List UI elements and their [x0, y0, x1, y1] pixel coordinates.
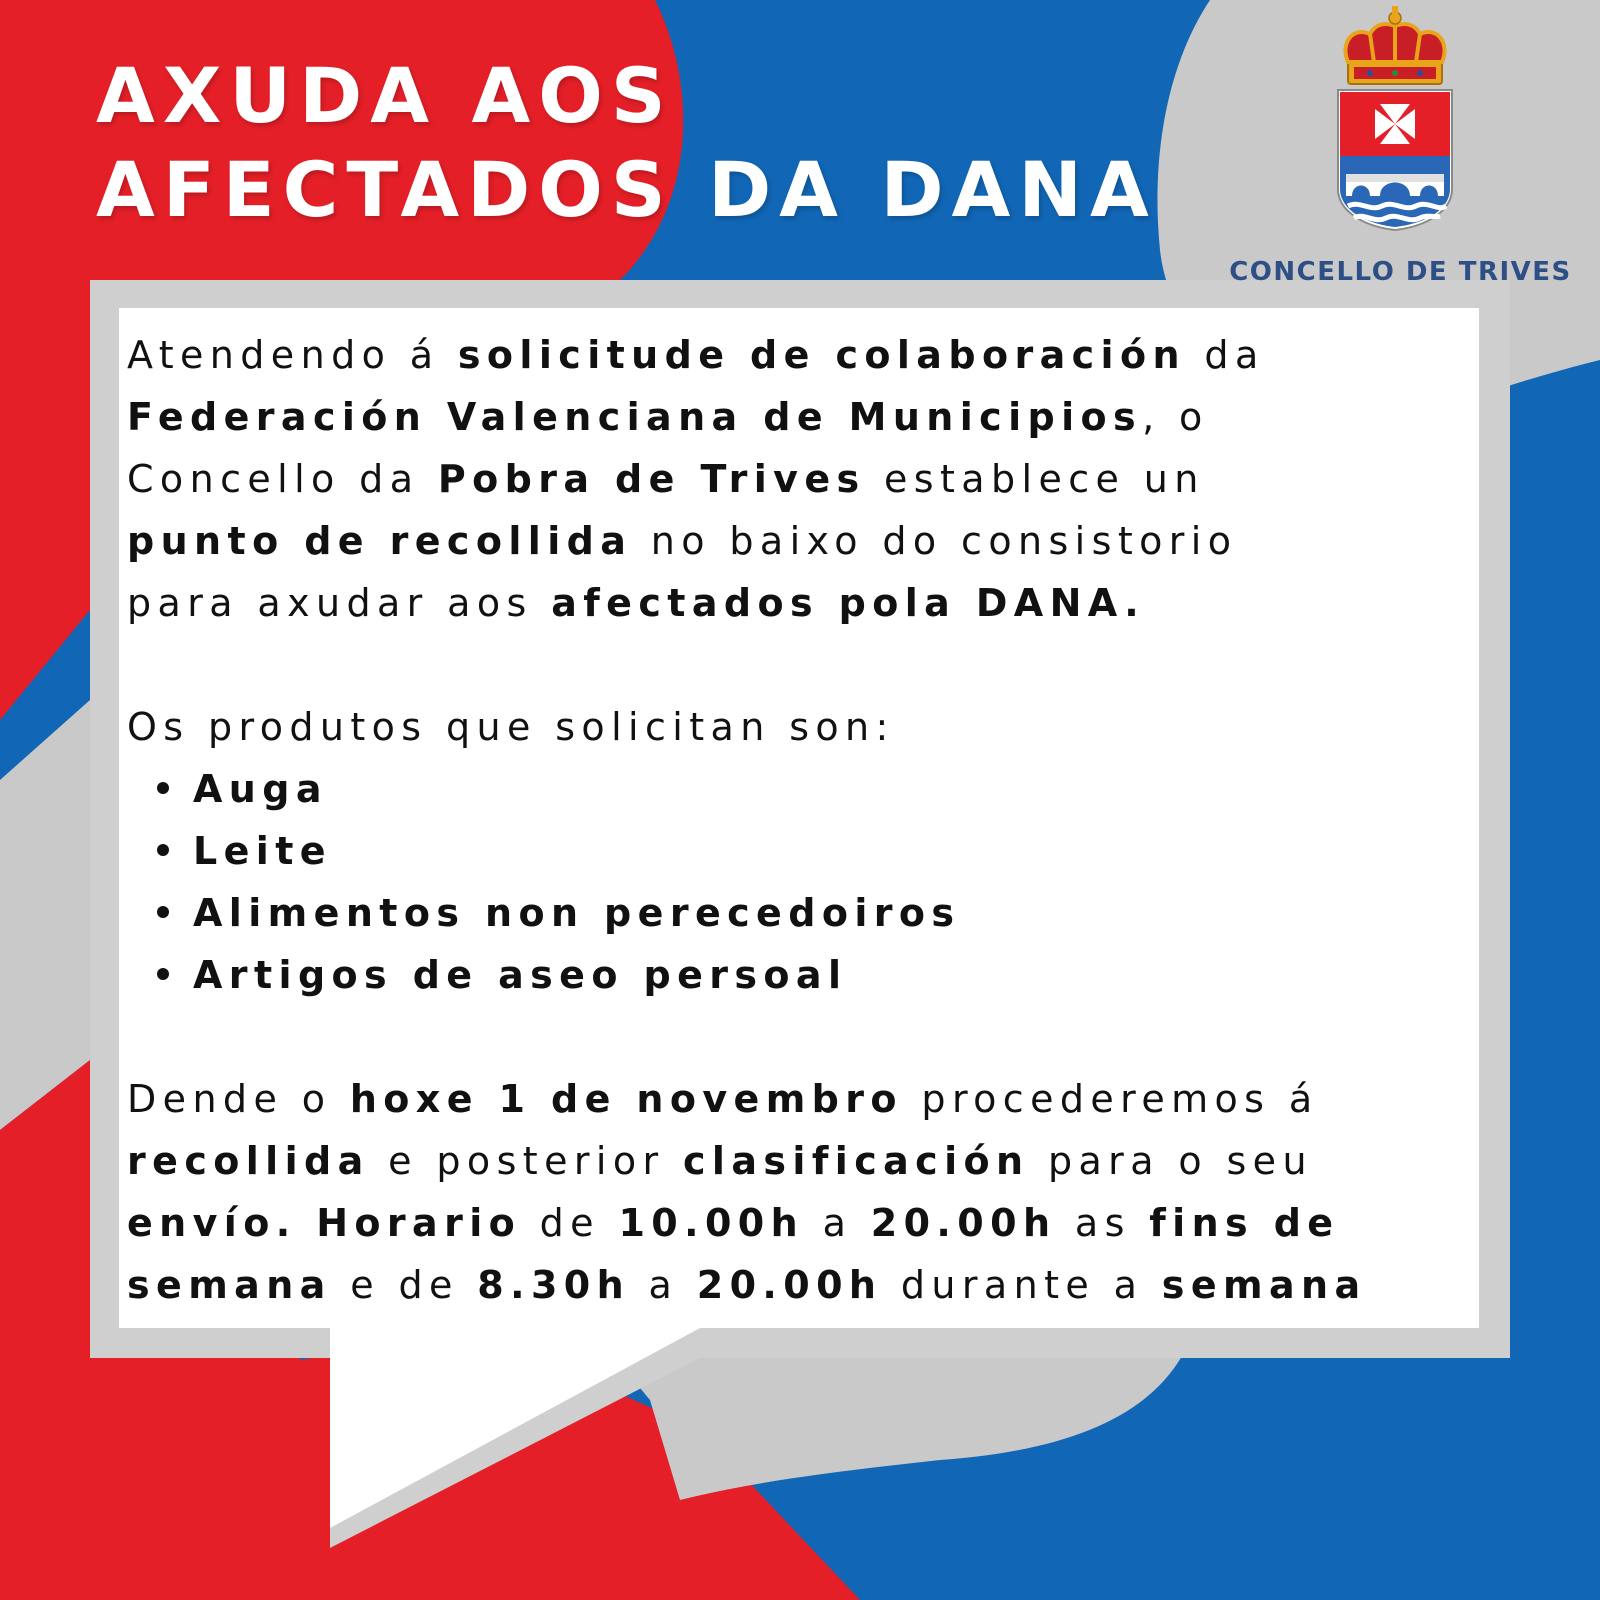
bold-text: Federación Valenciana de Municipios [127, 395, 1143, 439]
bold-text: afectados pola DANA. [551, 581, 1146, 625]
list-item-label: Alimentos non perecedoiros [193, 891, 961, 935]
bold-text: 20.00h [696, 1263, 883, 1307]
product-list [127, 758, 1471, 1006]
shield-icon [1338, 90, 1452, 230]
coat-of-arms-logo [1330, 4, 1460, 236]
text-line [127, 1068, 1471, 1130]
bold-text: 8.30h [477, 1263, 631, 1307]
title-line-1: AXUDA AOS [96, 51, 674, 140]
text-line [127, 572, 1471, 634]
bold-text: semana [1161, 1263, 1367, 1307]
bold-text: recollida [127, 1139, 370, 1183]
text-span: de [521, 1201, 619, 1245]
bullet-icon [157, 968, 169, 980]
text-span: para o seu [1029, 1139, 1313, 1183]
bold-text: fins de [1149, 1201, 1340, 1245]
list-item-label: Artigos de aseo persoal [193, 953, 848, 997]
bullet-icon [157, 906, 169, 918]
list-item-label: Auga [193, 767, 328, 811]
text-span: da [1185, 333, 1265, 377]
title-line-2-part-a: AFECTADOS [96, 145, 674, 234]
text-span: a [630, 1263, 697, 1307]
list-item [157, 758, 1471, 820]
list-item [157, 944, 1471, 1006]
org-name: CONCELLO DE TRIVES [1229, 257, 1572, 287]
crown-icon [1345, 6, 1444, 84]
text-line [127, 1254, 1471, 1316]
list-item [157, 882, 1471, 944]
text-span: no baixo do consistorio [632, 519, 1238, 563]
text-span: as [1056, 1201, 1150, 1245]
text-line [127, 386, 1471, 448]
bold-text: envío. Horario [127, 1201, 522, 1245]
bold-text: semana [127, 1263, 332, 1307]
text-span: establece un [865, 457, 1205, 501]
schedule-paragraph [127, 1068, 1471, 1316]
bold-text: solicitude de colaboración [457, 333, 1186, 377]
text-span: , o [1142, 395, 1209, 439]
bold-text: punto de recollida [127, 519, 633, 563]
text-span: a [804, 1201, 871, 1245]
bold-text: clasificación [683, 1139, 1030, 1183]
text-span: e posterior [369, 1139, 683, 1183]
text-span: Concello da [127, 457, 438, 501]
spacer [127, 1006, 1471, 1068]
title-line-2 [96, 145, 1157, 234]
text-line [127, 510, 1471, 572]
title-line-2-part-b: DA DANA [708, 145, 1157, 234]
text-line [127, 1130, 1471, 1192]
list-item-label: Leite [193, 829, 332, 873]
bold-text: 20.00h [870, 1201, 1057, 1245]
speech-bubble-content [119, 308, 1479, 1328]
text-span: durante a [882, 1263, 1162, 1307]
text-span: e de [331, 1263, 478, 1307]
bold-text: hoxe 1 de novembro [349, 1077, 903, 1121]
list-item [157, 820, 1471, 882]
bullet-icon [157, 782, 169, 794]
text-span: Atendendo á [127, 333, 458, 377]
text-line [127, 324, 1471, 386]
spacer [127, 634, 1471, 696]
intro-paragraph [127, 324, 1471, 634]
bullet-icon [157, 844, 169, 856]
bold-text: Pobra de Trives [437, 457, 866, 501]
list-intro: Os produtos que solicitan son: [127, 705, 895, 749]
text-line [127, 1192, 1471, 1254]
text-span: Dende o [127, 1077, 350, 1121]
text-span: para axudar aos [127, 581, 552, 625]
text-span: procederemos á [902, 1077, 1319, 1121]
text-line [127, 448, 1471, 510]
bold-text: 10.00h [618, 1201, 805, 1245]
